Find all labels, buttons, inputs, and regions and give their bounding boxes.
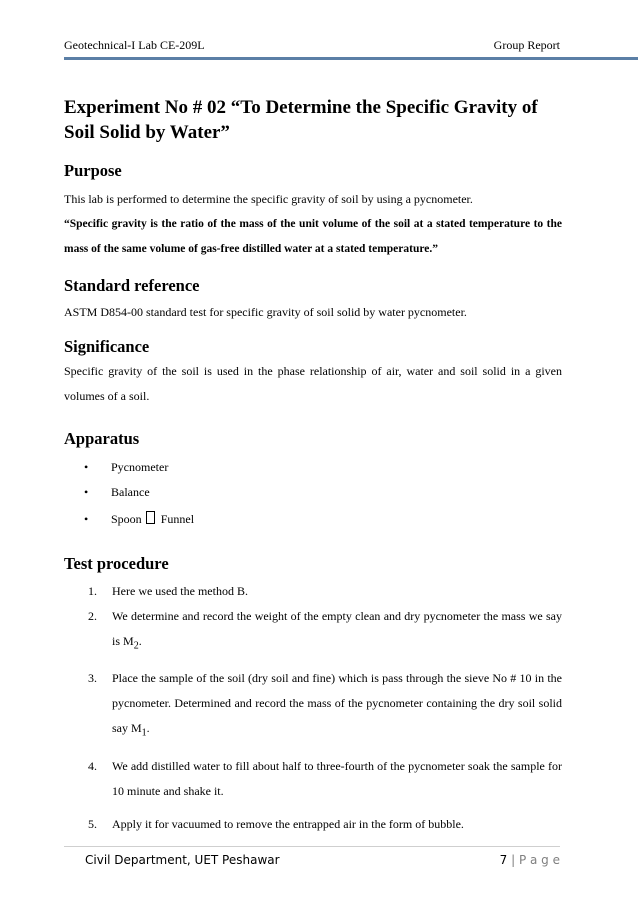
specific-gravity-definition: “Specific gravity is the ratio of the mass of the unit volume of the soil at a stated temperature to the mass of the same volume of gas-free distilled water at a stated temperature.” [64,218,562,255]
footer-department: Civil Department, UET Peshawar [85,853,280,867]
bullet-icon: • [84,512,89,526]
standard-heading: Standard reference [64,276,200,295]
procedure-steps [64,579,562,837]
header-divider [64,57,638,60]
significance-text: Specific gravity of the soil is used in the phase relationship of air, water and soil solid in a given volumes of a soil. [64,364,562,403]
document-body [64,95,562,837]
list-item: • Balance [64,480,562,505]
list-item: 3. Place the sample of the soil (dry soil and fine) which is pass through the sieve No # 10 in the pycnometer. Determined and record the mass of the pycnometer containing the dry soil solid say $M_1$. [88,671,562,739]
header-course: Geotechnical-I Lab CE-209L [64,38,205,52]
apparatus-list [64,455,562,532]
missing-glyph-icon [146,511,155,524]
page-number: 7 | P a g e [499,853,560,867]
experiment-title: Experiment No # 02 “To Determine the Specific Gravity of Soil Solid by Water” [64,97,538,143]
significance-heading: Significance [64,337,150,356]
footer-divider [64,846,560,847]
purpose-heading: Purpose [64,161,122,180]
list-item: • Spoon Funnel [64,507,562,532]
header-report-type: Group Report [493,38,560,52]
standard-text: ASTM D854-00 standard test for specific gravity of soil solid by water pycnometer. [64,305,467,319]
bullet-icon: • [84,485,89,499]
bullet-icon: • [84,460,89,474]
purpose-text: This lab is performed to determine the specific gravity of soil by using a pycnometer. [64,192,473,206]
list-item: 5. Apply it for vacuumed to remove the entrapped air in the form of bubble. [88,816,464,831]
list-item: 1. Here we used the method B. [88,584,248,598]
procedure-heading: Test procedure [64,554,169,573]
list-item: 4. We add distilled water to fill about half to three-fourth of the pycnometer soak the sample for 10 minute and shake it. [88,758,562,798]
apparatus-heading: Apparatus [64,429,140,448]
list-item: 2. We determine and record the weight of the empty clean and dry pycnometer the mass we say is $M_2$. [88,609,562,652]
list-item: • Pycnometer [64,455,562,480]
